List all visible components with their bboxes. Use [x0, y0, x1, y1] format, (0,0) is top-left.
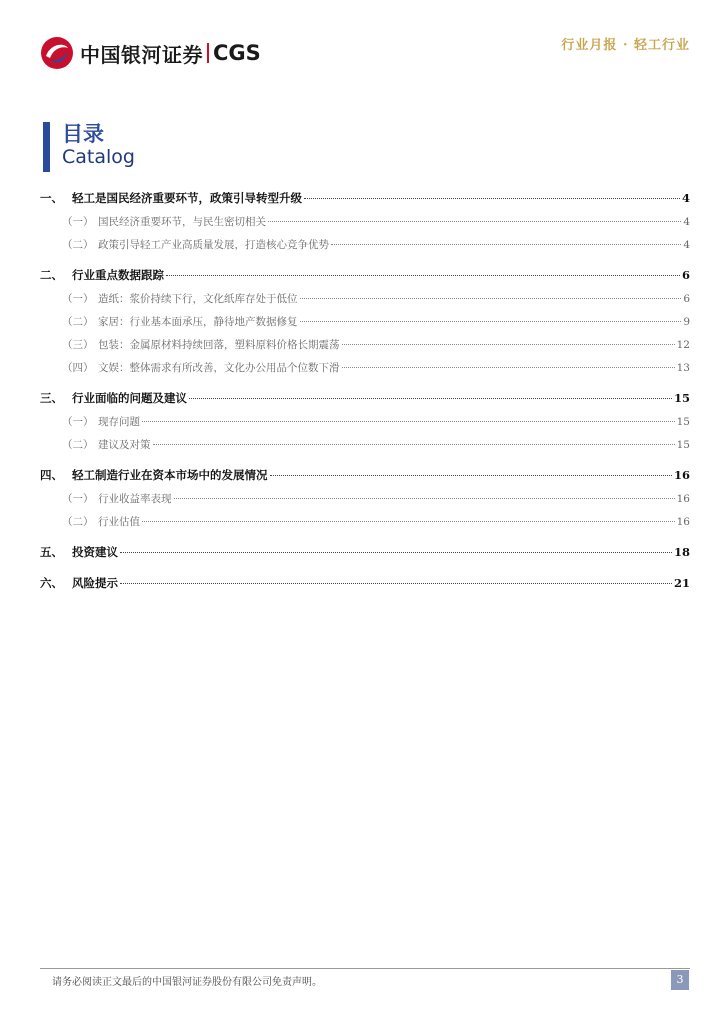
toc-leader-dots — [270, 475, 672, 476]
toc-leader-dots — [189, 398, 672, 399]
toc-entry-page: 16 — [673, 468, 690, 482]
toc-entry-text: 行业重点数据跟踪 — [72, 268, 164, 282]
toc-gap — [40, 460, 690, 467]
toc-entry-number: （四） — [62, 362, 94, 374]
catalog-title-en: Catalog — [62, 146, 135, 168]
toc-subsection[interactable] — [40, 491, 690, 514]
toc-gap — [40, 260, 690, 267]
report-type-tag: 行业月报 · 轻工行业 — [561, 38, 690, 53]
toc-entry-page: 15 — [673, 391, 690, 405]
toc-entry-page: 16 — [676, 516, 690, 528]
toc-leader-dots — [342, 344, 675, 345]
cgs-logo-icon — [40, 36, 74, 70]
toc-subsection[interactable] — [40, 437, 690, 460]
company-logo — [40, 36, 261, 70]
toc-entry-number: （三） — [62, 339, 94, 351]
toc-entry-page: 15 — [676, 416, 690, 428]
footer-disclaimer: 请务必阅读正文最后的中国银河证券股份有限公司免责声明。 — [52, 977, 322, 988]
toc-entry-page: 16 — [676, 493, 690, 505]
toc-entry-text: 家居：行业基本面承压，静待地产数据修复 — [98, 316, 298, 328]
toc-entry-number: 五、 — [40, 545, 63, 559]
toc-leader-dots — [304, 198, 680, 199]
toc-subsection[interactable] — [40, 414, 690, 437]
toc-entry-page: 21 — [673, 576, 690, 590]
toc-leader-dots — [342, 367, 675, 368]
toc-entry-text: 投资建议 — [72, 545, 118, 559]
table-of-contents — [40, 190, 690, 606]
toc-entry-page: 4 — [681, 191, 690, 205]
toc-leader-dots — [166, 275, 680, 276]
toc-subsection[interactable] — [40, 314, 690, 337]
toc-entry-page: 6 — [683, 293, 690, 305]
toc-subsection[interactable] — [40, 360, 690, 383]
toc-leader-dots — [142, 421, 675, 422]
toc-subsection[interactable] — [40, 237, 690, 260]
toc-entry-page: 12 — [676, 339, 690, 351]
toc-section[interactable] — [40, 267, 690, 291]
toc-entry-text: 造纸：浆价持续下行，文化纸库存处于低位 — [98, 293, 298, 305]
toc-entry-text: 行业面临的问题及建议 — [72, 391, 187, 405]
page-number: 3 — [671, 970, 689, 990]
title-accent-bar — [43, 122, 50, 172]
toc-section[interactable] — [40, 544, 690, 568]
toc-entry-number: （二） — [62, 516, 94, 528]
toc-entry-page: 4 — [683, 216, 690, 228]
toc-entry-text: 行业估值 — [98, 516, 140, 528]
toc-entry-number: （一） — [62, 416, 94, 428]
toc-entry-text: 现存问题 — [98, 416, 140, 428]
catalog-title-cn: 目录 — [62, 122, 104, 146]
toc-entry-text: 国民经济重要环节，与民生密切相关 — [98, 216, 266, 228]
footer-divider — [40, 968, 690, 969]
toc-gap — [40, 599, 690, 606]
toc-leader-dots — [300, 321, 682, 322]
toc-section[interactable] — [40, 467, 690, 491]
toc-entry-number: 二、 — [40, 268, 63, 282]
toc-section[interactable] — [40, 190, 690, 214]
logo-text-en: CGS — [213, 41, 261, 65]
logo-divider — [207, 43, 209, 63]
toc-entry-text: 行业收益率表现 — [98, 493, 172, 505]
toc-leader-dots — [153, 444, 675, 445]
toc-subsection[interactable] — [40, 291, 690, 314]
toc-entry-text: 文娱：整体需求有所改善，文化办公用品个位数下滑 — [98, 362, 340, 374]
logo-text-cn: 中国银河证券 — [80, 42, 203, 67]
toc-entry-page: 4 — [683, 239, 690, 251]
toc-section[interactable] — [40, 575, 690, 599]
toc-subsection[interactable] — [40, 337, 690, 360]
toc-leader-dots — [300, 298, 682, 299]
toc-leader-dots — [331, 244, 681, 245]
toc-gap — [40, 568, 690, 575]
toc-leader-dots — [174, 498, 675, 499]
toc-entry-number: （一） — [62, 216, 94, 228]
toc-gap — [40, 383, 690, 390]
toc-entry-number: （一） — [62, 293, 94, 305]
toc-section[interactable] — [40, 390, 690, 414]
toc-entry-number: 六、 — [40, 576, 63, 590]
toc-entry-text: 包装：金属原材料持续回落，塑料原料价格长期震荡 — [98, 339, 340, 351]
toc-entry-page: 15 — [676, 439, 690, 451]
toc-subsection[interactable] — [40, 514, 690, 537]
toc-leader-dots — [142, 521, 675, 522]
toc-entry-number: （二） — [62, 239, 94, 251]
toc-entry-page: 18 — [673, 545, 690, 559]
toc-entry-number: 四、 — [40, 468, 63, 482]
toc-entry-number: 三、 — [40, 391, 63, 405]
toc-entry-number: 一、 — [40, 191, 63, 205]
toc-entry-number: （一） — [62, 493, 94, 505]
toc-leader-dots — [268, 221, 681, 222]
toc-entry-text: 风险提示 — [72, 576, 118, 590]
toc-entry-page: 9 — [683, 316, 690, 328]
toc-entry-number: （二） — [62, 439, 94, 451]
toc-leader-dots — [120, 552, 672, 553]
toc-gap — [40, 537, 690, 544]
toc-entry-text: 轻工制造行业在资本市场中的发展情况 — [72, 468, 268, 482]
toc-entry-text: 政策引导轻工产业高质量发展，打造核心竞争优势 — [98, 239, 329, 251]
toc-entry-page: 6 — [681, 268, 690, 282]
toc-entry-page: 13 — [676, 362, 690, 374]
toc-subsection[interactable] — [40, 214, 690, 237]
toc-entry-text: 建议及对策 — [98, 439, 151, 451]
toc-entry-number: （二） — [62, 316, 94, 328]
toc-entry-text: 轻工是国民经济重要环节，政策引导转型升级 — [72, 191, 302, 205]
toc-leader-dots — [120, 583, 672, 584]
